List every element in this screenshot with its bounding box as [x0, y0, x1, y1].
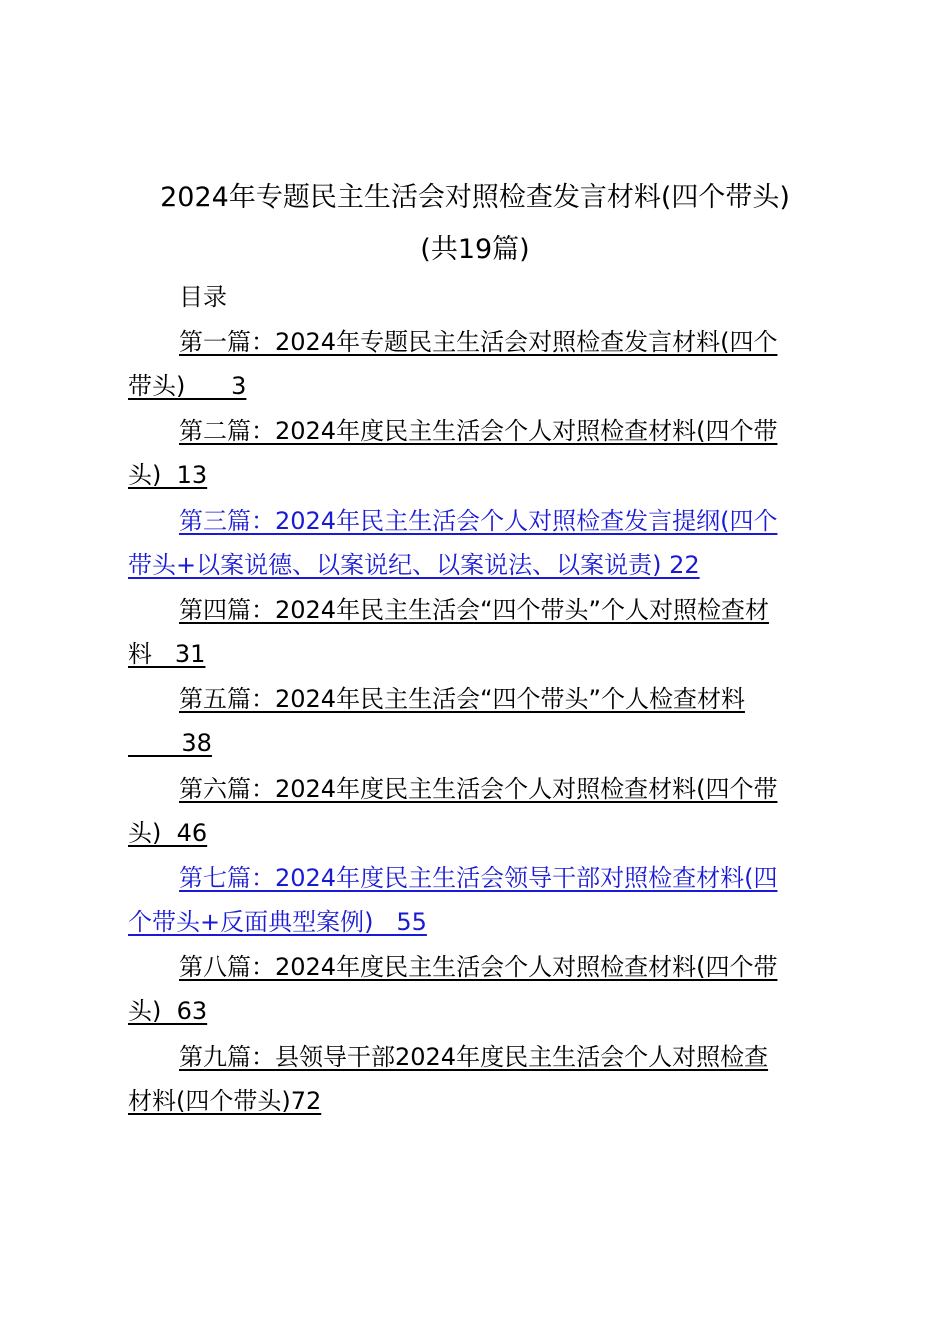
document-subtitle: (共19篇) — [420, 234, 530, 265]
toc-entry-page[interactable]: 材料(四个带头)72 — [128, 1087, 322, 1115]
toc-entry-title[interactable]: 第四篇：2024年民主生活会“四个带头”个人对照检查材 — [179, 596, 769, 624]
document-title: 2024年专题民主生活会对照检查发言材料(四个带头) — [160, 182, 790, 213]
toc-entry-page[interactable]: 带头+以案说德、以案说纪、以案说法、以案说责) 22 — [128, 551, 700, 579]
toc-entry-page[interactable]: 38 — [128, 729, 212, 757]
toc-entry-title[interactable]: 第一篇：2024年专题民主生活会对照检查发言材料(四个 — [179, 328, 778, 356]
toc-entry-page[interactable]: 头) 13 — [128, 461, 208, 489]
toc-entry-title[interactable]: 第三篇：2024年民主生活会个人对照检查发言提纲(四个 — [179, 507, 778, 535]
toc-entry-page[interactable]: 头) 63 — [128, 997, 208, 1025]
toc-heading: 目录 — [179, 283, 227, 311]
toc-entry-title[interactable]: 第五篇：2024年民主生活会“四个带头”个人检查材料 — [179, 685, 745, 713]
toc-entry-title[interactable]: 第七篇：2024年度民主生活会领导干部对照检查材料(四 — [179, 864, 778, 892]
toc-entry-title[interactable]: 第六篇：2024年度民主生活会个人对照检查材料(四个带 — [179, 775, 778, 803]
toc-entry-page[interactable]: 带头) 3 — [128, 372, 247, 400]
toc-entry-page[interactable]: 个带头+反面典型案例) 55 — [128, 908, 427, 936]
toc-entry-page[interactable]: 料 31 — [128, 640, 206, 668]
toc-entry-title[interactable]: 第二篇：2024年度民主生活会个人对照检查材料(四个带 — [179, 417, 778, 445]
toc-entry-page[interactable]: 头) 46 — [128, 819, 208, 847]
toc-entry-title[interactable]: 第八篇：2024年度民主生活会个人对照检查材料(四个带 — [179, 953, 778, 981]
toc-entry-title[interactable]: 第九篇：县领导干部2024年度民主生活会个人对照检查 — [179, 1043, 769, 1071]
